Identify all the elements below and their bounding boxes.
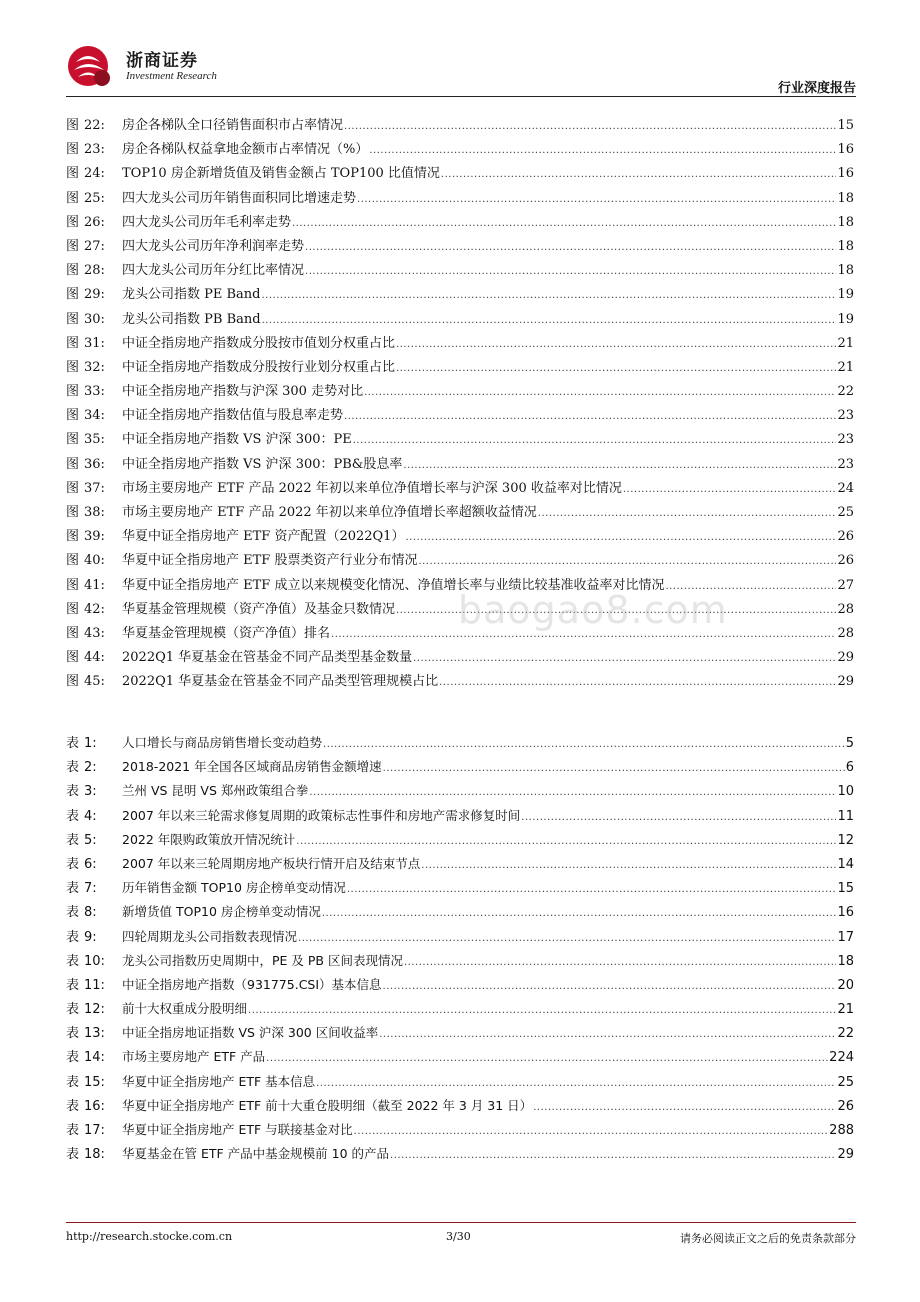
entry-prefix: 图 [66,601,80,617]
entry-page-number: 23 [837,456,854,472]
entry-prefix: 图 [66,577,80,593]
entry-title: 兰州 VS 昆明 VS 郑州政策组合拳 [122,783,309,799]
dot-leader [390,1150,836,1161]
dot-leader [383,981,837,992]
dot-leader [344,121,836,132]
table-entry[interactable] [66,780,854,804]
entry-title: 龙头公司指数 PB Band [122,311,261,327]
entry-number: 10: [84,953,105,969]
dot-leader [357,194,836,205]
entry-page-number: 15 [837,881,854,897]
entry-prefix: 表 [66,881,80,897]
entry-page-number: 16 [837,142,854,158]
disclaimer-note: 请务必阅读正文之后的免责条款部分 [680,1232,856,1245]
dot-leader [322,908,837,919]
entry-number: 45: [84,674,105,690]
entry-title: 房企各梯队全口径销售面积市占率情况 [122,118,344,133]
entry-page-number: 19 [837,287,854,303]
entry-page-number: 23 [837,408,854,424]
entry-number: 7: [84,881,97,897]
entry-prefix: 表 [66,1026,80,1042]
entry-prefix: 表 [66,856,80,872]
dot-leader [296,836,836,847]
entry-title: 2018-2021 年全国各区域商品房销售金额增速 [122,759,382,775]
dot-leader [248,1005,836,1016]
dot-leader [403,460,836,471]
entry-prefix: 表 [66,1002,80,1018]
entry-page-number: 12 [837,832,854,848]
entry-title: 四轮周期龙头公司指数表现情况 [122,928,298,944]
figure-entry[interactable] [66,525,854,549]
entry-title: 市场主要房地产 ETF 产品 [122,1049,266,1065]
dot-leader [305,242,836,253]
entry-number: 27: [84,238,105,254]
entry-prefix: 表 [66,1050,80,1066]
entry-page-number: 23 [837,432,854,448]
dot-leader [405,532,836,543]
entry-title: 四大龙头公司历年分红比率情况 [122,263,305,279]
entry-number: 15: [84,1074,105,1090]
entry-title: 房企各梯队权益拿地金额市占率情况（%） [122,142,369,158]
entry-page-number: 18 [837,953,854,969]
dot-leader [396,339,836,350]
entry-title: 2022Q1 华夏基金在管基金不同产品类型管理规模占比 [122,674,439,690]
dot-leader [383,763,845,774]
entry-page-number: 26 [837,1098,854,1114]
entry-title: 华夏中证全指房地产 ETF 前十大重仓股明细（截至 2022 年 3 月 31 日） [122,1097,533,1113]
figure-entry[interactable] [66,235,854,259]
entry-page-number: 16 [837,166,854,182]
entry-prefix: 图 [66,359,80,375]
entry-number: 2: [84,760,97,776]
entry-title: 人口增长与商品房销售增长变动趋势 [122,735,323,750]
entry-number: 25: [84,190,105,206]
figure-entry[interactable] [66,308,854,332]
entry-title: 中证全指房地产指数与沪深 300 走势对比 [122,384,364,400]
dot-leader [369,145,836,156]
entry-prefix: 图 [66,674,80,690]
entry-title: 市场主要房地产 ETF 产品 2022 年初以来单位净值增长率超额收益情况 [122,505,537,520]
entry-prefix: 图 [66,384,80,400]
entry-number: 38: [84,505,105,520]
entry-prefix: 图 [66,505,80,520]
entry-page-number: 18 [837,214,854,230]
dot-leader [421,860,836,871]
entry-number: 35: [84,432,105,448]
entry-page-number: 6 [845,760,854,776]
entry-prefix: 图 [66,432,80,448]
dot-leader [354,1126,829,1137]
entry-page-number: 16 [837,905,854,921]
entry-page-number: 288 [829,1123,854,1138]
figure-entry[interactable] [66,453,854,477]
table-entry[interactable] [66,950,854,974]
entry-title: 华夏中证全指房地产 ETF 股票类资产行业分布情况 [122,553,418,569]
entry-prefix: 图 [66,311,80,327]
table-index-list [66,732,854,1167]
figure-entry[interactable] [66,187,854,211]
entry-title: 华夏中证全指房地产 ETF 成立以来规模变化情况、净值增长率与业绩比较基准收益率对比情况 [122,577,665,593]
entry-page-number: 14 [837,856,854,872]
dot-leader [441,169,837,180]
entry-title: 华夏基金管理规模（资产净值）及基金只数情况 [122,601,396,617]
entry-title: 华夏基金管理规模（资产净值）排名 [122,625,331,641]
figure-entry[interactable] [66,211,854,235]
entry-title: 龙头公司指数 PE Band [122,287,261,303]
entry-prefix: 图 [66,529,80,545]
table-entry[interactable] [66,877,854,901]
entry-prefix: 表 [66,1147,80,1163]
entry-prefix: 表 [66,929,80,945]
dot-leader [347,884,837,895]
dot-leader [379,1029,836,1040]
entry-prefix: 图 [66,625,80,641]
entry-page-number: 18 [837,238,854,254]
entry-page-number: 26 [837,553,854,569]
entry-page-number: 29 [837,674,854,690]
entry-title: 中证全指房地产指数成分股按行业划分权重占比 [122,359,396,375]
entry-page-number: 22 [837,384,854,400]
entry-title: 新增货值 TOP10 房企榜单变动情况 [122,904,321,920]
entry-number: 4: [84,808,97,824]
dot-leader [344,411,836,422]
entry-title: 四大龙头公司历年毛利率走势 [122,214,292,230]
entry-title: 中证全指房地产指数成分股按市值划分权重占比 [122,335,396,351]
table-entry[interactable] [66,998,854,1022]
dot-leader [364,387,836,398]
figure-entry[interactable] [66,138,854,162]
entry-number: 12: [84,1002,105,1018]
entry-number: 8: [84,905,97,921]
entry-page-number: 18 [837,263,854,279]
figure-entry[interactable] [66,380,854,404]
figure-entry[interactable] [66,549,854,573]
entry-title: 华夏基金在管 ETF 产品中基金规模前 10 的产品 [122,1146,390,1162]
entry-title: 四大龙头公司历年销售面积同比增速走势 [122,190,357,206]
entry-page-number: 28 [837,625,854,641]
entry-number: 18: [84,1147,105,1163]
entry-page-number: 5 [845,736,854,751]
entry-page-number: 25 [837,1074,854,1090]
entry-prefix: 表 [66,736,80,751]
entry-number: 36: [84,456,105,472]
entry-number: 31: [84,335,105,351]
dot-leader [298,933,836,944]
entry-title: TOP10 房企新增货值及销售金额占 TOP100 比值情况 [122,166,440,182]
dot-leader [396,363,836,374]
entry-prefix: 图 [66,190,80,206]
figure-entry[interactable] [66,646,854,670]
entry-prefix: 表 [66,953,80,969]
entry-page-number: 224 [829,1050,854,1066]
entry-page-number: 22 [837,1026,854,1042]
entry-title: 2007 年以来三轮需求修复周期的政策标志性事件和房地产需求修复时间 [122,807,521,823]
table-entry[interactable] [66,1046,854,1070]
figure-entry[interactable] [66,428,854,452]
figure-entry[interactable] [66,404,854,428]
figure-entry[interactable] [66,114,854,138]
entry-prefix: 图 [66,166,80,182]
table-entry[interactable] [66,1095,854,1119]
entry-page-number: 11 [837,808,854,824]
entry-title: 四大龙头公司历年净利润率走势 [122,238,305,254]
header-divider [66,96,856,97]
entry-prefix: 表 [66,808,80,824]
entry-number: 9: [84,929,97,945]
entry-page-number: 19 [837,311,854,327]
entry-page-number: 20 [837,977,854,993]
table-entry[interactable] [66,1143,854,1167]
entry-title: 中证全指房地证指数 VS 沪深 300 区间收益率 [122,1025,379,1041]
entry-title: 龙头公司指数历史周期中，PE 及 PB 区间表现情况 [122,952,403,968]
entry-page-number: 15 [837,118,854,133]
figure-entry[interactable] [66,259,854,283]
entry-number: 3: [84,784,97,800]
dot-leader [266,1053,828,1064]
entry-page-number: 28 [837,601,854,617]
entry-prefix: 表 [66,1074,80,1090]
entry-prefix: 图 [66,263,80,279]
entry-prefix: 图 [66,408,80,424]
entry-title: 中证全指房地产指数 VS 沪深 300：PB&股息率 [122,456,403,472]
entry-page-number: 29 [837,1147,854,1163]
page-header [66,40,856,96]
brand-subtitle: Investment Research [126,70,217,82]
entry-page-number: 21 [837,335,854,351]
dot-leader [413,653,836,664]
figure-entry[interactable] [66,477,854,501]
entry-page-number: 26 [837,529,854,545]
entry-number: 40: [84,553,105,569]
entry-number: 39: [84,529,105,545]
page-number: 3/30 [446,1230,471,1243]
dot-leader [316,1078,836,1089]
entry-page-number: 25 [837,505,854,520]
dot-leader [538,508,837,519]
table-entry[interactable] [66,853,854,877]
entry-page-number: 17 [837,929,854,945]
entry-prefix: 图 [66,456,80,472]
dot-leader [439,677,836,688]
entry-page-number: 24 [837,480,854,496]
entry-number: 26: [84,214,105,230]
entry-title: 华夏中证全指房地产 ETF 与联接基金对比 [122,1122,353,1137]
figure-entry[interactable] [66,332,854,356]
entry-prefix: 表 [66,1098,80,1114]
figure-entry[interactable] [66,356,854,380]
entry-prefix: 图 [66,214,80,230]
dot-leader [262,290,837,301]
entry-title: 2007 年以来三轮周期房地产板块行情开启及结束节点 [122,855,421,871]
entry-number: 6: [84,856,97,872]
entry-title: 中证全指房地产指数 VS 沪深 300：PE [122,432,352,448]
entry-number: 33: [84,384,105,400]
entry-number: 17: [84,1123,105,1138]
entry-prefix: 表 [66,977,80,993]
entry-title: 中证全指房地产指数估值与股息率走势 [122,408,344,424]
entry-prefix: 图 [66,480,80,496]
entry-page-number: 18 [837,190,854,206]
table-entry[interactable] [66,1119,854,1143]
watermark: baogao8.com [458,588,728,632]
dot-leader [418,556,836,567]
entry-number: 43: [84,625,105,641]
entry-number: 44: [84,650,105,666]
entry-number: 11: [84,977,105,993]
figure-entry[interactable] [66,501,854,525]
entry-prefix: 图 [66,553,80,569]
entry-prefix: 表 [66,1123,80,1138]
entry-number: 14: [84,1050,105,1066]
entry-title: 2022Q1 华夏基金在管基金不同产品类型基金数量 [122,650,413,666]
brand-name: 浙商证券 [126,51,198,71]
entry-number: 28: [84,263,105,279]
entry-page-number: 29 [837,650,854,666]
entry-prefix: 图 [66,287,80,303]
table-entry[interactable] [66,1071,854,1095]
dot-leader [292,218,836,229]
entry-prefix: 图 [66,142,80,158]
entry-prefix: 图 [66,650,80,666]
entry-page-number: 10 [837,784,854,800]
entry-number: 41: [84,577,105,593]
entry-number: 30: [84,311,105,327]
entry-title: 华夏中证全指房地产 ETF 资产配置（2022Q1） [122,529,405,545]
entry-title: 中证全指房地产指数（931775.CSI）基本信息 [122,976,382,992]
company-logo-icon [66,44,120,88]
footer-divider [66,1222,856,1223]
entry-number: 34: [84,408,105,424]
table-entry[interactable] [66,732,854,756]
entry-prefix: 图 [66,118,80,133]
entry-prefix: 图 [66,238,80,254]
entry-number: 13: [84,1026,105,1042]
dot-leader [353,435,837,446]
entry-prefix: 表 [66,760,80,776]
footer-url-link[interactable]: http://research.stocke.com.cn [66,1230,233,1243]
entry-number: 22: [84,118,105,133]
figure-entry[interactable] [66,670,854,694]
dot-leader [404,957,836,968]
entry-page-number: 21 [837,359,854,375]
table-entry[interactable] [66,805,854,829]
table-entry[interactable] [66,926,854,950]
entry-number: 16: [84,1098,105,1114]
entry-number: 29: [84,287,105,303]
table-entry[interactable] [66,756,854,780]
entry-title: 华夏中证全指房地产 ETF 基本信息 [122,1073,316,1089]
entry-number: 5: [84,832,97,848]
table-entry[interactable] [66,829,854,853]
dot-leader [323,739,845,750]
entry-number: 32: [84,359,105,375]
entry-number: 1: [84,736,97,751]
entry-page-number: 21 [837,1002,854,1018]
entry-prefix: 表 [66,832,80,848]
entry-prefix: 图 [66,335,80,351]
figure-entry[interactable] [66,283,854,307]
entry-title: 2022 年限购政策放开情况统计 [122,831,296,847]
report-type-label: 行业深度报告 [777,81,856,96]
table-entry[interactable] [66,974,854,998]
table-entry[interactable] [66,1022,854,1046]
entry-prefix: 表 [66,905,80,921]
entry-title: 市场主要房地产 ETF 产品 2022 年初以来单位净值增长率与沪深 300 收益率对比情况 [122,480,622,496]
entry-number: 23: [84,142,105,158]
entry-number: 37: [84,480,105,496]
dot-leader [262,315,837,326]
entry-title: 历年销售金额 TOP10 房企榜单变动情况 [122,880,346,896]
entry-number: 42: [84,601,105,617]
dot-leader [623,484,837,495]
dot-leader [305,266,836,277]
dot-leader [521,812,836,823]
dot-leader [533,1102,836,1113]
entry-page-number: 27 [837,577,854,593]
entry-title: 前十大权重成分股明细 [122,1001,248,1017]
table-entry[interactable] [66,901,854,925]
entry-number: 24: [84,166,105,182]
entry-prefix: 表 [66,784,80,800]
dot-leader [309,787,836,798]
figure-entry[interactable] [66,162,854,186]
